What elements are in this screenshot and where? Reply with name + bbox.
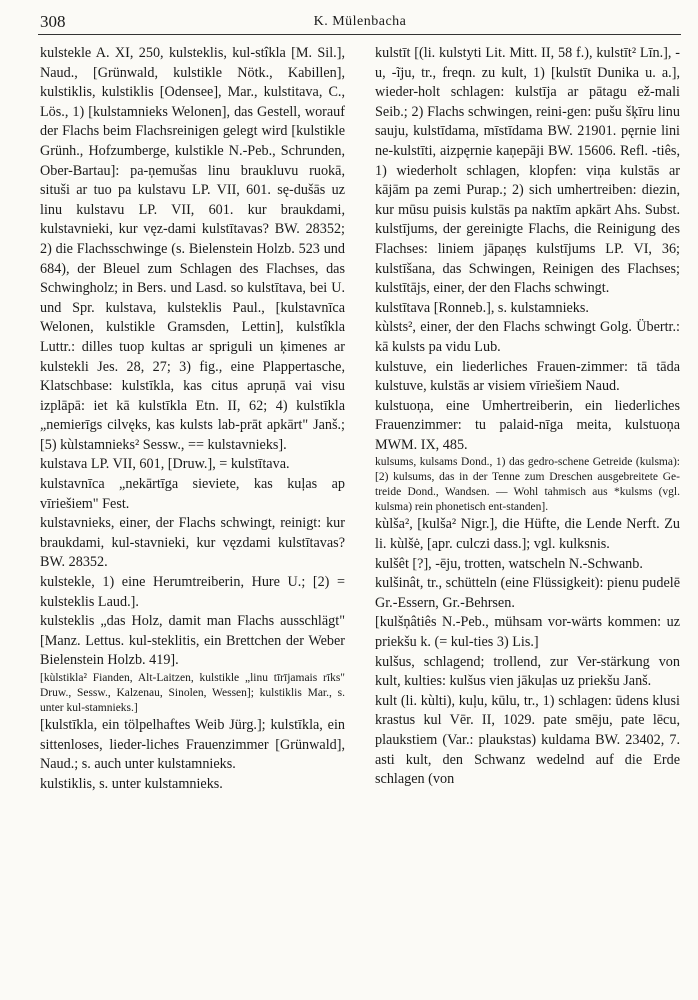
dictionary-entry [375, 515, 680, 554]
dictionary-entry [40, 475, 345, 514]
entry-text: kùlša², [kulša² Nigr.], die Hüfte, die Lende Nerft. Zu li. kùlšė, [apr. culczi dass.]; vgl. kulksnis. [375, 516, 680, 553]
left-column [40, 44, 345, 794]
dictionary-entry [375, 692, 680, 790]
dictionary-entry [40, 775, 345, 795]
entry-text: kulstītava [Ronneb.], s. kulstamnieks. [375, 299, 589, 316]
dictionary-entry [40, 44, 345, 455]
entry-text: kulšinât, tr., schütteln (eine Flüssigkeit): pienu pudelē Gr.-Essern, Gr.-Behrsen. [375, 575, 680, 611]
entry-text: kùlsts², einer, der den Flachs schwingt Golg. Übertr.: kā kulsts pa vidu Lub. [375, 319, 680, 355]
entry-text: kulšêt [?], -ēju, trotten, watscheln N.-Schwanb. [375, 555, 643, 572]
dictionary-entry [375, 318, 680, 357]
entry-text: [kulstīkla, ein tölpelhaftes Weib Jürg.]; kulstīkla, ein sittenloses, lieder-liches Frauenzimmer [Grünwald], Naud.; s. auch unter kulstamnieks. [40, 717, 345, 773]
entry-text: [kulšņâtiês N.-Peb., mühsam vor-wärts kommen: uz priekšu k. (= kul-ties 3) Lis.] [375, 614, 680, 651]
page-number: 308 [40, 12, 66, 31]
dictionary-entry [40, 716, 345, 775]
right-column [375, 44, 680, 790]
dictionary-entry [40, 671, 345, 716]
entry-text: kulstuoņa, eine Umhertreiberin, ein liederliches Frauenzimmer: tu palaid-nīga meita, kulstuoņa MWM. IX, 485. [375, 397, 680, 453]
running-head: K. Mülenbacha [313, 14, 407, 29]
dictionary-entry [40, 573, 345, 612]
entry-text: kulstava LP. VII, 601, [Druw.], = kulstītava. [40, 456, 290, 473]
dictionary-entry [375, 653, 680, 692]
dictionary-entry [375, 574, 680, 613]
dictionary-entry [375, 613, 680, 652]
entry-text: kulsums, kulsams Dond., 1) das gedro-schene Getreide (kulsma): [2) kulsums, das in der Tenne zum Dreschen ausgebreitete Ge-treide Dond., Wandsen. — Wohl tahmisch aus *kulsms (vgl. kulsma) rein phonetisch ent-standen]. [375, 456, 680, 514]
entry-text: kulsteklis „das Holz, damit man Flachs ausschlägt" [Manz. Lettus. kul-steklitis, ein Brettchen der Weber Bielenstein Holzb. 419]. [40, 613, 345, 669]
entry-text: kulstuve, ein liederliches Frauen-zimmer: tā tāda kulstuve, kulstās ar visiem vīriešiem Naud. [375, 358, 680, 395]
entry-text: kulstīt [(li. kulstyti Lit. Mitt. II, 58 f.), kulstīt² Līn.], -u, -ĩju, tr., freqn. zu kult, 1) [kulstīt Dunika u. a.], wieder-holt schlagen: kulstīja ar pātagu ež-mali Seib.; 2) Flachs schwingen, reini-gen: pušu šķīru linu sauju, kulstīdama, mīstīdama BW. 21901. pęrnie lini ne-kulstīti, aizpęrnie kaņepāji BW. 15606. Refl. -tiês, 1) wiederholt schlagen, klopfen: viņa kulstās ar kājām pa zemi Purap.; 2) sich umhertreiben: diezin, kur mūsu puisis kulstās pa naktīm apkārt Ahs. Subst. kulstījums, der gereinigte Flachs, die Reinigung des Flachses: liniem jāpaņęs kulstījums LP. VI, 36; kulstīšana, das Schwingen, Reinigen des Flachses; kulstītājs, einer, der den Flachs schwingt. [375, 45, 680, 297]
entry-text: kulšus, schlagend; trollend, zur Ver-stärkung von kult, kulties: kulšus vien jākuļas uz priekšu Janš. [375, 653, 680, 690]
dictionary-entry [375, 358, 680, 397]
dictionary-entry [375, 555, 680, 575]
entry-text: kulstavnīca „nekārtīga sieviete, kas kuļas ap vīriešiem" Fest. [40, 476, 345, 512]
entry-text: kulstiklis, s. unter kulstamnieks. [40, 775, 223, 792]
entry-text: kulstavnieks, einer, der Flachs schwingt, reinigt: kur braukdami, kul-stavnieki, kur vęzdami kulstītavas? BW. 28352. [40, 515, 345, 571]
dictionary-entry [40, 455, 345, 475]
header-rule [38, 34, 681, 35]
dictionary-entry [375, 44, 680, 299]
dictionary-entry [375, 299, 680, 319]
dictionary-entry [40, 514, 345, 573]
entry-text: kulstekle, 1) eine Herumtreiberin, Hure U.; [2) = kulsteklis Laud.]. [40, 574, 345, 610]
entry-text: kult (li. kùlti), kuļu, kūlu, tr., 1) schlagen: ūdens klusi krastus kul Vēr. II, 1029. pate smēju, pate lēcu, plaukstiem (Var.: plaukstas) kuldama BW. 23402, 7. asti kult, den Schwanz wedelnd auf die Erde schlagen (von [375, 692, 680, 788]
dictionary-entry [375, 397, 680, 456]
dictionary-entry [375, 455, 680, 515]
dictionary-entry [40, 612, 345, 671]
entry-text: kulstekle A. XI, 250, kulsteklis, kul-stîkla [M. Sil.], Naud., [Grünwald, kulstikle Nötk., Kabillen], kulstiklis, kulstiklis [Odensee], Mar., kulstitava, C., Lös., 1) [kulstamnieks Welonen], das Gestell, worauf der Flachs beim Flachsreinigen gelegt wird [kulstikle Grünh., Hofzumberge, kulstikle N.-Peb., Schrunden, Ober-Bartau]: pa-ņemušas linu braukluvu ruokā, situši ar tuo pa kulstavu LP. VII, 601. sę-dušās uz linu kulstavu LP. VII, 601. kur braukdami, kulstavnieki, kur vęz-dami kulstītavas? BW. 28352; 2) die Flachsschwinge (s. Bielenstein Holzb. 523 und 684), der Bleuel zum Schlagen des Flachses, das Schwingholz; in Bers. und Lasd. so kulstītava, bei U. und Spr. kulstava, kulsteklis Paul., [kulstavnīca Welonen, kulstikle Gramsden, Lettin], kulstîkla Luttr.: dilles tuop kultas ar spriguli un ķimenes ar kulstekli Jes. 28, 27; 3) fig., eine Plappertasche, Klatschbase: kulstīkla, kas citus apruņā vai visu izplāpā: iet kā kulstīkla Etn. II, 62; 4) kulstīkla „nemierīgs cilvęks, kas kulsts lab-prāt apkārt" Janš.; [5) kùlstamnieks² Sessw., == kulstavnieks]. [40, 45, 345, 453]
entry-text: [kùlstikla² Fianden, Alt-Laitzen, kulstikle „linu tīrījamais rīks" Druw., Sessw., Kalzenau, Sinolen, Wessen]; kulstiklis Mar., s. unter kul-stamnieks.] [40, 672, 345, 714]
page-header [40, 8, 680, 34]
